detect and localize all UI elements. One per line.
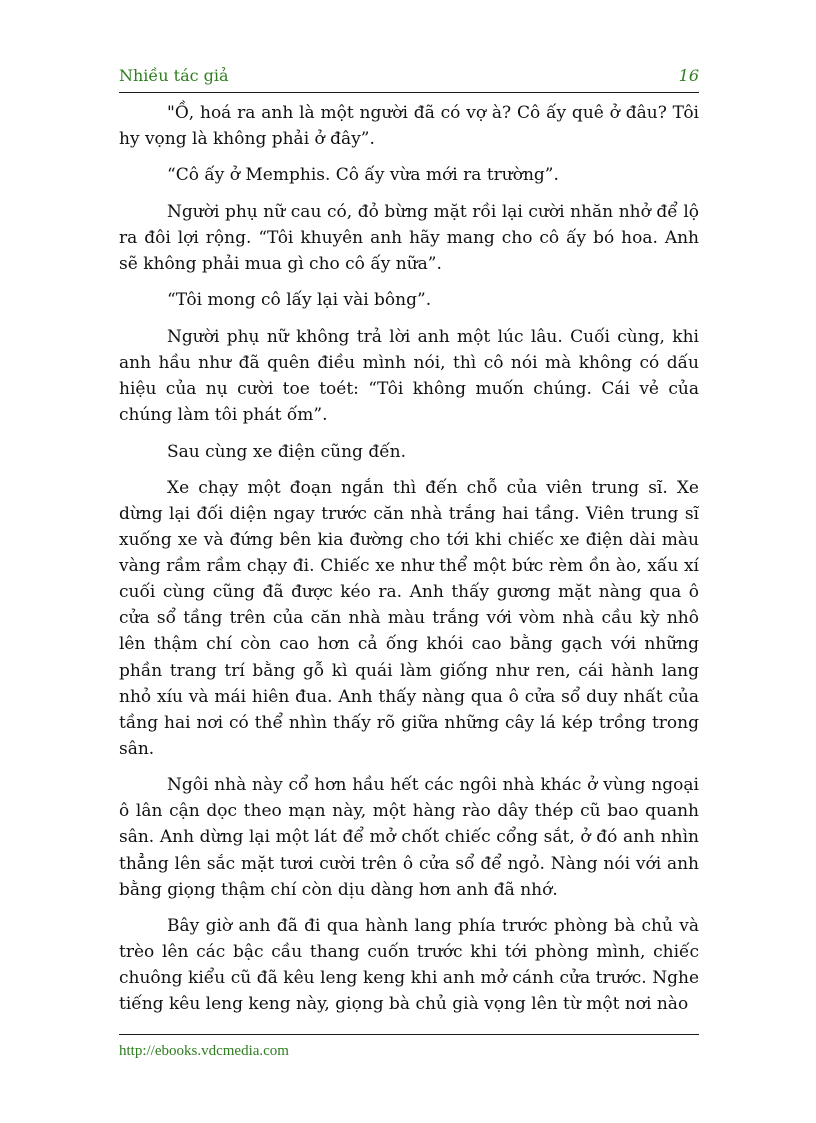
- header-author: Nhiều tác giả: [119, 66, 229, 85]
- page-number: 16: [678, 66, 699, 85]
- paragraph: Bây giờ anh đã đi qua hành lang phía trước phòng bà chủ và trèo lên các bậc cầu thang cuốn trước khi tới phòng mình, chiếc chuông kiểu cũ đã kêu leng keng khi anh mở cánh cửa trước. Nghe tiếng kêu leng keng này, giọng bà chủ già vọng lên từ một nơi nào: [119, 916, 699, 1015]
- footer-link[interactable]: http://ebooks.vdcmedia.com: [119, 1043, 289, 1059]
- paragraph: “Cô ấy ở Memphis. Cô ấy vừa mới ra trường”.: [167, 165, 559, 186]
- paragraph: “Tôi mong cô lấy lại vài bông”.: [167, 290, 432, 311]
- body-text: [119, 100, 699, 1028]
- paragraph: Người phụ nữ cau có, đỏ bừng mặt rồi lại cười nhăn nhở để lộ ra đôi lợi rộng. “Tôi khuyên anh hãy mang cho cô ấy bó hoa. Anh sẽ không phải mua gì cho cô ấy nữa”.: [119, 201, 699, 275]
- paragraph: Ngôi nhà này cổ hơn hầu hết các ngôi nhà khác ở vùng ngoại ô lân cận dọc theo mạn này, một hàng rào dây thép cũ bao quanh sân. Anh dừng lại một lát để mở chốt chiếc cổng sắt, ở đó anh nhìn thẳng lên sắc mặt tươi cười trên ô cửa sổ để ngỏ. Nàng nói với anh bằng giọng thậm chí còn dịu dàng hơn anh đã nhớ.: [119, 775, 699, 900]
- running-header: [119, 60, 699, 93]
- paragraph: Xe chạy một đoạn ngắn thì đến chỗ của viên trung sĩ. Xe dừng lại đối diện ngay trước căn nhà trắng hai tầng. Viên trung sĩ xuống xe và đứng bên kia đường cho tới khi chiếc xe điện dài màu vàng rầm rầm chạy đi. Chiếc xe như thể một bức rèm ồn ào, xấu xí cuối cùng cũng đã được kéo ra. Anh thấy gương mặt nàng qua ô cửa sổ tầng trên của căn nhà màu trắng với vòm nhà cầu kỳ nhô lên thậm chí còn cao hơn cả ống khói cao bằng gạch với những phần trang trí bằng gỗ kì quái làm giống như ren, cái hành lang nhỏ xíu và mái hiên đua. Anh thấy nàng qua ô cửa sổ duy nhất của tầng hai nơi có thể nhìn thấy rõ giữa những cây lá kép trồng trong sân.: [119, 477, 699, 759]
- paragraph: "Ồ, hoá ra anh là một người đã có vợ à? Cô ấy quê ở đâu? Tôi hy vọng là không phải ở đây”.: [119, 103, 699, 150]
- footer-rule: [119, 1034, 699, 1035]
- paragraph: Người phụ nữ không trả lời anh một lúc lâu. Cuối cùng, khi anh hầu như đã quên điều mình nói, thì cô nói mà không có dấu hiệu của nụ cười toe toét: “Tôi không muốn chúng. Cái vẻ của chúng làm tôi phát ốm”.: [119, 326, 699, 426]
- paragraph: Sau cùng xe điện cũng đến.: [167, 441, 407, 462]
